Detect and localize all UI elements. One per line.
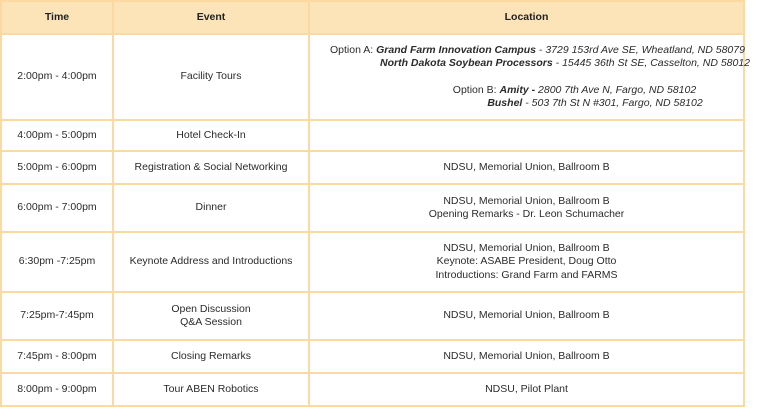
location-line: Opening Remarks - Dr. Leon Schumacher (428, 208, 625, 220)
table-row (1, 120, 744, 151)
option-a-line-2 (316, 57, 751, 71)
option-a-line-1 (316, 43, 745, 58)
time-cell: 7:25pm-7:45pm (1, 292, 113, 340)
location-line: NDSU, Memorial Union, Ballroom B (443, 194, 610, 207)
time-cell: 4:00pm - 5:00pm (1, 120, 113, 151)
location-line: NDSU, Memorial Union, Ballroom B (443, 241, 610, 254)
option-b-label: Option B: (452, 83, 500, 96)
place-name: Amity - (499, 83, 536, 96)
location-cell (309, 184, 744, 232)
time-cell: 8:00pm - 9:00pm (1, 373, 113, 406)
location-line: Keynote: ASABE President, Doug Otto (436, 255, 617, 268)
option-a-label: Option A: (330, 43, 377, 56)
location-cell (309, 151, 744, 184)
location-line: NDSU, Memorial Union, Ballroom B (443, 349, 610, 362)
time-cell: 7:45pm - 8:00pm (1, 340, 113, 373)
location-cell (309, 34, 751, 120)
header-location: Location (309, 1, 744, 34)
location-line: NDSU, Memorial Union, Ballroom B (443, 160, 610, 173)
location-line: NDSU, Pilot Plant (485, 382, 568, 395)
table-row (1, 232, 744, 292)
place-name: North Dakota Soybean Processors (380, 57, 553, 69)
event-cell: Registration & Social Networking (113, 151, 309, 184)
time-cell: 2:00pm - 4:00pm (1, 34, 113, 120)
location-line: NDSU, Memorial Union, Ballroom B (443, 309, 610, 322)
table-row (1, 151, 744, 184)
option-b-line-1 (316, 84, 737, 98)
place-name: Grand Farm Innovation Campus (376, 43, 536, 56)
event-cell: Keynote Address and Introductions (113, 232, 309, 292)
event-cell: Tour ABEN Robotics (113, 373, 309, 406)
event-cell: Dinner (113, 184, 309, 232)
event-line: Q&A Session (180, 316, 242, 328)
location-cell (309, 292, 744, 340)
place-address: - 15445 36th St SE, Casselton, ND 58012 (552, 57, 751, 69)
place-address: 2800 7th Ave N, Fargo, ND 58102 (535, 83, 697, 96)
place-address: - 3729 153rd Ave SE, Wheatland, ND 58079 (535, 43, 745, 56)
place-name: Bushel (487, 97, 523, 109)
time-cell: 6:00pm - 7:00pm (1, 184, 113, 232)
table-row (1, 34, 744, 120)
event-line: Open Discussion (171, 302, 251, 315)
location-cell (309, 340, 744, 373)
event-cell (113, 292, 309, 340)
location-cell (309, 232, 744, 292)
table-row (1, 184, 744, 232)
table-row (1, 340, 744, 373)
header-event: Event (113, 1, 309, 34)
time-cell: 5:00pm - 6:00pm (1, 151, 113, 184)
location-cell (309, 373, 744, 406)
event-cell: Facility Tours (113, 34, 309, 120)
place-address: - 503 7th St N #301, Fargo, ND 58102 (522, 97, 703, 109)
event-cell: Closing Remarks (113, 340, 309, 373)
table-row (1, 373, 744, 406)
option-b-line-2 (316, 97, 737, 111)
time-cell: 6:30pm -7:25pm (1, 232, 113, 292)
location-line: Introductions: Grand Farm and FARMS (435, 268, 618, 281)
event-cell: Hotel Check-In (113, 120, 309, 151)
table-row (1, 292, 744, 340)
location-cell (309, 120, 744, 151)
header-row (1, 1, 744, 34)
header-time: Time (1, 1, 113, 34)
